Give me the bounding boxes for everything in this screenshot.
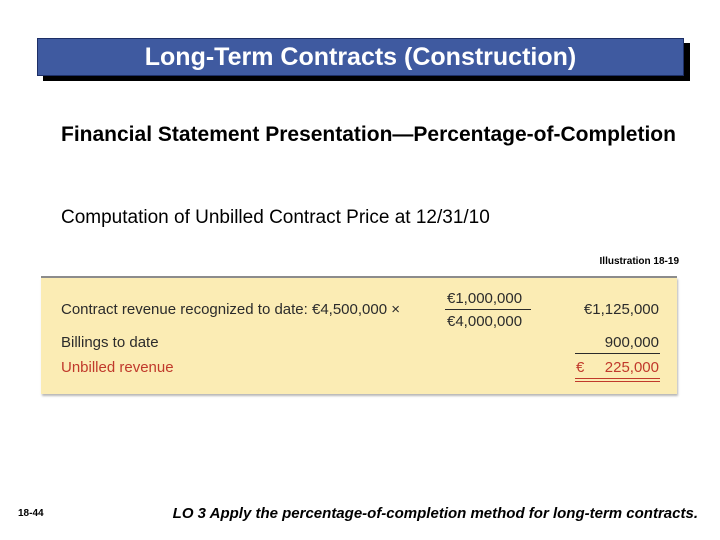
row-revenue-amount: €1,125,000 <box>583 301 659 318</box>
slide-title: Long-Term Contracts (Construction) <box>144 42 577 71</box>
total-rule-bottom <box>575 381 660 382</box>
subtotal-rule <box>575 353 660 354</box>
page-number: 18-44 <box>18 508 44 519</box>
title-bar <box>37 38 684 76</box>
total-rule-top <box>575 378 660 379</box>
table-top-divider <box>41 276 677 278</box>
slide-subtitle: Financial Statement Presentation—Percentage-of-Completion <box>61 123 676 146</box>
row-unbilled-amount: 225,000 <box>604 359 659 376</box>
fraction-denominator: €4,000,000 <box>447 313 523 330</box>
row-billings-label: Billings to date <box>61 334 159 351</box>
row-billings-amount: 900,000 <box>604 334 659 351</box>
fraction-bar <box>445 309 531 310</box>
row-unbilled-label: Unbilled revenue <box>61 359 174 376</box>
fraction-numerator: €1,000,000 <box>447 290 523 307</box>
computation-heading: Computation of Unbilled Contract Price at 12/31/10 <box>61 207 490 228</box>
learning-objective: LO 3 Apply the percentage-of-completion method for long-term contracts. <box>172 505 698 522</box>
row-revenue-label: Contract revenue recognized to date: €4,500,000 × <box>61 301 400 318</box>
unbilled-currency: € <box>576 359 585 376</box>
illustration-label: Illustration 18-19 <box>599 256 679 267</box>
